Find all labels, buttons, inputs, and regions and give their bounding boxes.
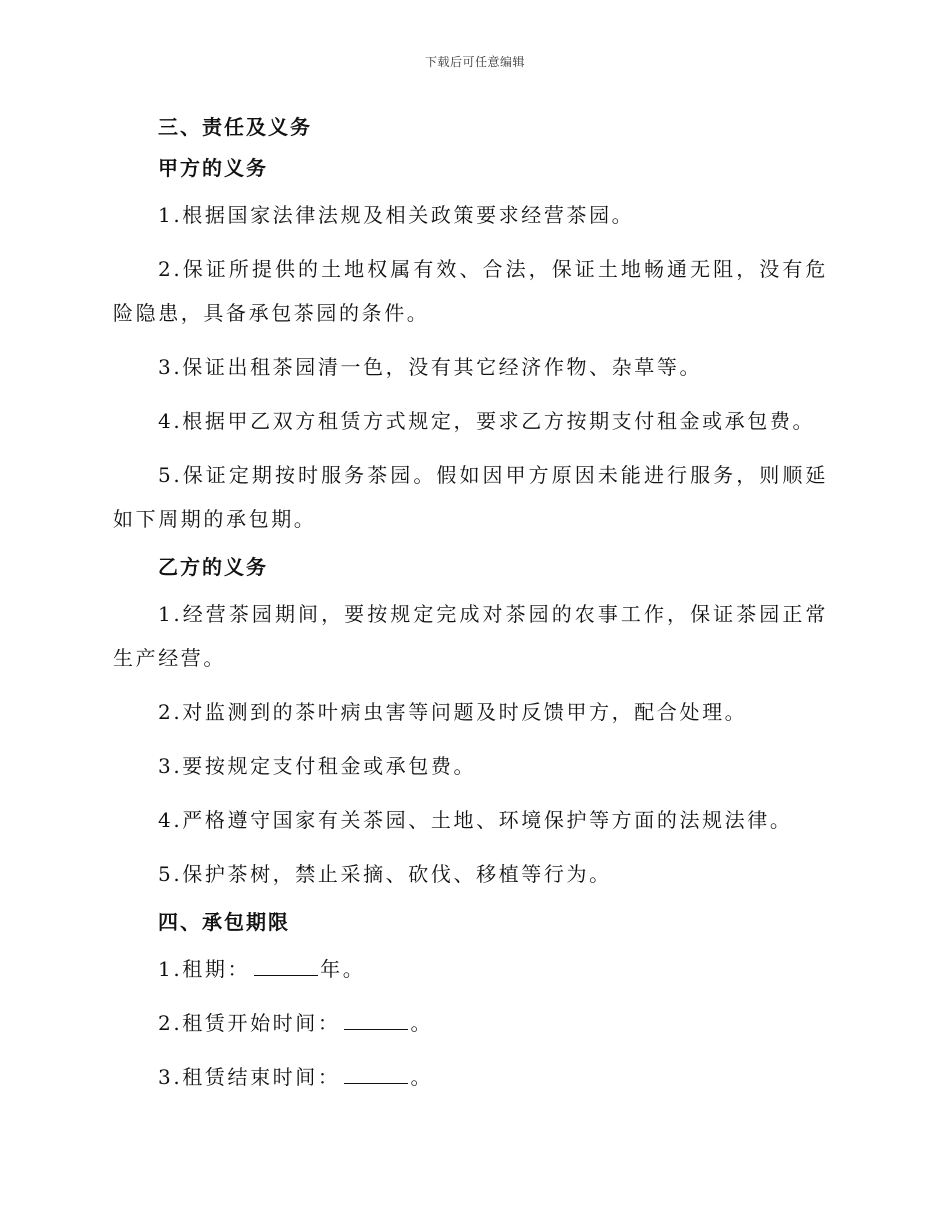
lease-end-blank: [344, 1065, 408, 1084]
lease-end-line: [113, 1055, 828, 1099]
document-body: [113, 110, 828, 1099]
party-b-item-2: 2.对监测到的茶叶病虫害等问题及时反馈甲方，配合处理。: [158, 700, 748, 724]
lease-start-label: 2.租赁开始时间：: [158, 1011, 341, 1035]
party-b-item-3: 3.要按规定支付租金或承包费。: [158, 754, 477, 778]
party-a-item-5: 5.保证定期按时服务茶园。假如因甲方原因未能进行服务，则顺延如下周期的承包期。: [113, 463, 828, 531]
party-b-item-4: 4.严格遵守国家有关茶园、土地、环境保护等方面的法规法律。: [158, 808, 793, 832]
section-heading-responsibility: 三、责任及义务: [158, 115, 312, 139]
lease-period-blank: [254, 957, 318, 976]
lease-period-label: 1.租期：: [158, 957, 251, 981]
party-a-heading: 甲方的义务: [158, 156, 268, 180]
lease-end-suffix: 。: [410, 1065, 434, 1089]
party-a-item-1: 1.根据国家法律法规及相关政策要求经营茶园。: [158, 203, 635, 227]
lease-start-suffix: 。: [410, 1011, 434, 1035]
party-a-item-3: 3.保证出租茶园清一色，没有其它经济作物、杂草等。: [158, 355, 703, 379]
page-header: 下载后可任意编辑: [424, 55, 525, 69]
party-b-heading: 乙方的义务: [158, 555, 268, 579]
lease-start-blank: [344, 1011, 408, 1030]
lease-start-line: [113, 1001, 828, 1045]
party-b-item-5: 5.保护茶树，禁止采摘、砍伐、移植等行为。: [158, 862, 612, 886]
lease-period-suffix: 年。: [320, 957, 366, 981]
party-a-item-2: 2.保证所提供的土地权属有效、合法，保证土地畅通无阻，没有危险隐患，具备承包茶园的条件。: [113, 257, 828, 325]
party-b-item-1: 1.经营茶园期间，要按规定完成对茶园的农事工作，保证茶园正常生产经营。: [113, 602, 828, 670]
party-a-item-4: 4.根据甲乙双方租赁方式规定，要求乙方按期支付租金或承包费。: [158, 409, 816, 433]
lease-end-label: 3.租赁结束时间：: [158, 1065, 341, 1089]
lease-period-line: [113, 947, 828, 991]
section-heading-term: 四、承包期限: [158, 910, 290, 934]
